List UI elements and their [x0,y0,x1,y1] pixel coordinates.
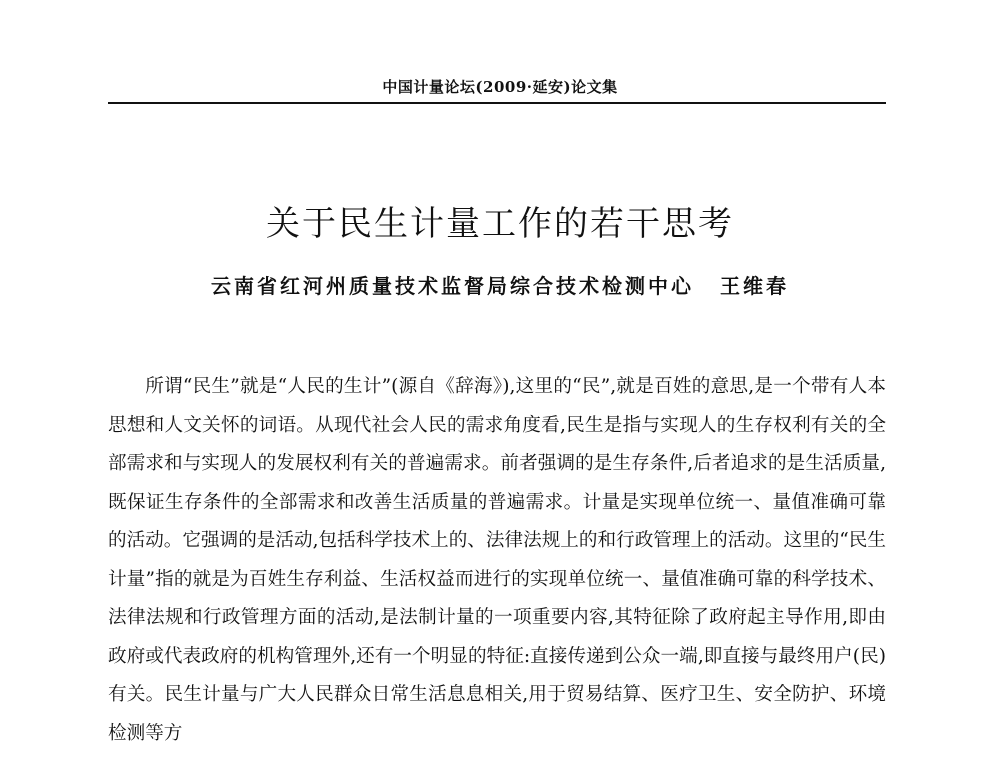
header-rule [108,102,886,104]
byline [0,270,1000,299]
body-paragraph: 所谓“民生”就是“人民的生计”(源自《辞海》),这里的“民”,就是百姓的意思,是一个带有人本思想和人文关怀的词语。从现代社会人民的需求角度看,民生是指与实现人的生存权利有关的全部需求和与实现人的发展权利有关的普遍需求。前者强调的是生存条件,后者追求的是生活质量,既保证生存条件的全部需求和改善生活质量的普遍需求。计量是实现单位统一、量值准确可靠的活动。它强调的是活动,包括科学技术上的、法律法规上的和行政管理上的活动。这里的“民生计量”指的就是为百姓生存利益、生活权益而进行的实现单位统一、量值准确可靠的科学技术、法律法规和行政管理方面的活动,是法制计量的一项重要内容,其特征除了政府起主导作用,即由政府或代表政府的机构管理外,还有一个明显的特征:直接传递到公众一端,即直接与最终用户(民)有关。民生计量与广大人民群众日常生活息息相关,用于贸易结算、医疗卫生、安全防护、环境检测等方 [108,376,886,744]
author-affiliation: 云南省红河州质量技术监督局综合技术检测中心 [211,274,694,298]
author-name: 王维春 [720,274,789,298]
running-header: 中国计量论坛(2009·延安)论文集 [382,78,618,96]
paper-title: 关于民生计量工作的若干思考 [266,204,734,244]
